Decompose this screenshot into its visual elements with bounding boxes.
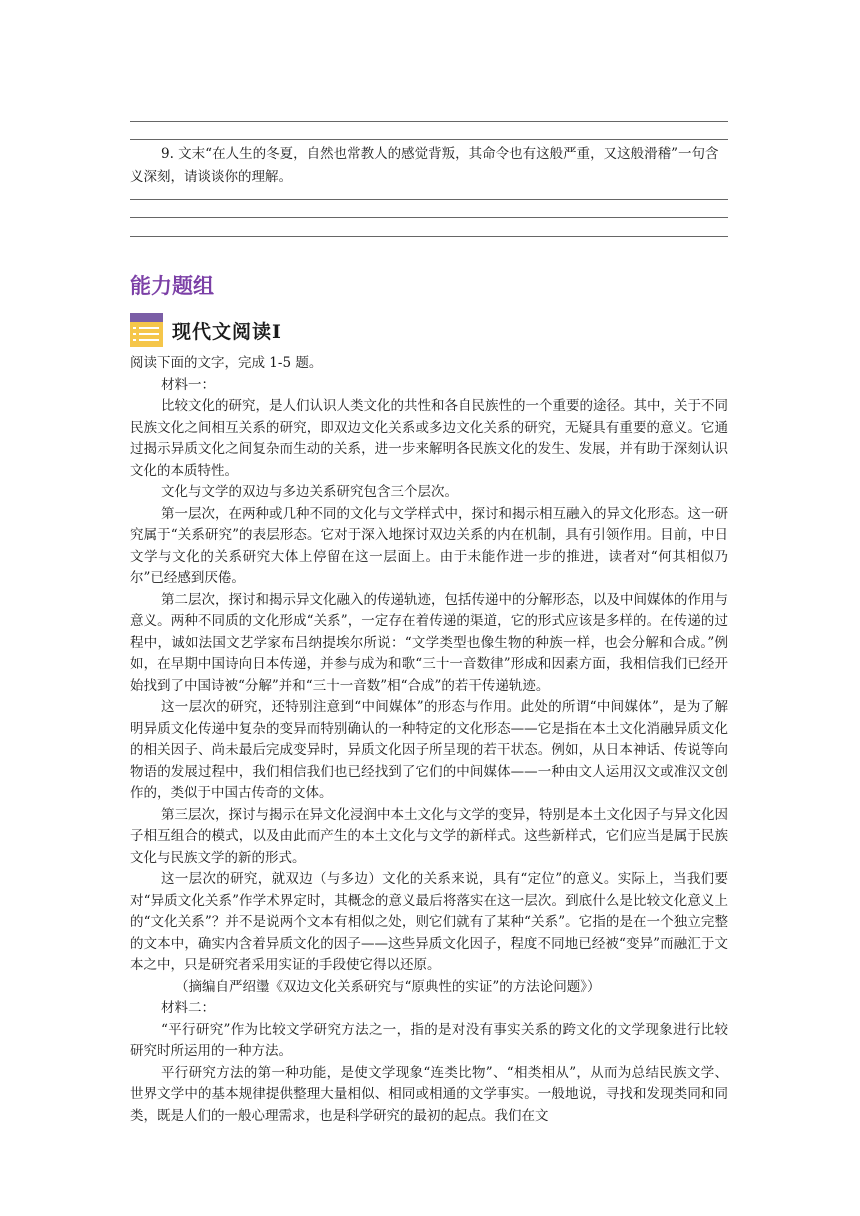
paragraph: 第一层次，在两种或几种不同的文化与文学样式中，探讨和揭示相互融入的异文化形态。这一研究属于“关系研究”的表层形态。它对于深入地探讨双边关系的内在机制，具有引领作用。目前，中日文学与文化的关系研究大体上停留在这一层面上。由于未能作进一步的推进，读者对“何其相似乃尔”已经感到厌倦。 xyxy=(130,505,728,586)
subsection-title: 现代文阅读Ⅰ xyxy=(172,320,282,343)
paragraph: 这一层次的研究，就双边（与多边）文化的关系来说，具有“定位”的意义。实际上，当我们要对“异质文化关系”作学术界定时，其概念的意义最后将落实在这一层次。到底什么是比较文化意义上的“文化关系”？并不是说两个文本有相似之处，则它们就有了某种“关系”。它指的是在一个独立完整的文本中，确实内含着异质文化的因子——这些异质文化因子，程度不同地已经被“变异”而融汇于文本之中，只是研究者采用实证的手段使它得以还原。 xyxy=(130,871,728,973)
paragraph: 第三层次，探讨与揭示在异文化浸润中本土文化与文学的变异，特别是本土文化因子与异文化因子相互组合的模式，以及由此而产生的本土文化与文学的新样式。这些新样式，它们应当是属于民族文化与民族文学的新的形式。 xyxy=(130,806,728,866)
answer-line xyxy=(130,236,728,237)
question-9: 9. 文末“在人生的冬夏，自然也常教人的感觉背叛，其命令也有这般严重，又这般滑稽”一句含义深刻，请谈谈你的理解。 xyxy=(130,146,719,185)
material-label: 材料一： xyxy=(161,376,215,393)
subsection-header xyxy=(130,312,282,348)
document-list-icon xyxy=(130,313,163,347)
answer-line xyxy=(130,199,728,200)
paragraph: 文化与文学的双边与多边关系研究包含三个层次。 xyxy=(161,484,458,500)
paragraph: 这一层次的研究，还特别注意到“中间媒体”的形态与作用。此处的所谓“中间媒体”，是为了解明异质文化传递中复杂的变异而特别确认的一种特定的文化形态——它是指在本土文化消融异质文化的相关因子、尚未最后完成变异时，异质文化因子所呈现的若干状态。例如，从日本神话、传说等向物语的发展过程中，我们相信我们也已经找到了它们的中间媒体——一种由文人运用汉文或准汉文创作的，类似于中国古传奇的文体。 xyxy=(130,699,728,801)
source-citation: （摘编自严绍璗《双边文化关系研究与“原典性的实证”的方法论问题》） xyxy=(175,978,601,995)
reading-passage xyxy=(130,353,728,1127)
answer-line xyxy=(130,121,728,122)
answer-line xyxy=(130,217,728,218)
section-title: 能力题组 xyxy=(130,274,214,298)
material-label: 材料二： xyxy=(161,1000,215,1016)
paragraph: 第二层次，探讨和揭示异文化融入的传递轨迹，包括传递中的分解形态，以及中间媒体的作用与意义。两种不同质的文化形成“关系”，一定存在着传递的渠道，它的形式应该是多样的。在传递的过程中，诚如法国文艺学家布吕纳提埃尔所说：“文学类型也像生物的种族一样，也会分解和合成。”例如，在早期中国诗向日本传递，并参与成为和歌“三十一音数律”形成和因素方面，我相信我们已经开始找到了中国诗被“分解”并和“三十一音数”相“合成”的若干传递轨迹。 xyxy=(130,591,728,694)
instruction: 阅读下面的文字，完成 1-5 题。 xyxy=(130,355,323,371)
answer-line xyxy=(130,139,728,140)
paragraph: 比较文化的研究，是人们认识人类文化的共性和各自民族性的一个重要的途径。其中，关于不同民族文化之间相互关系的研究，即双边文化关系或多边文化关系的研究，无疑具有重要的意义。它通过揭示异质文化之间复杂而生动的关系，进一步来解明各民族文化的发生、发展，并有助于深刻认识文化的本质特性。 xyxy=(130,398,728,479)
paragraph: “平行研究”作为比较文学研究方法之一，指的是对没有事实关系的跨文化的文学现象进行比较研究时所运用的一种方法。 xyxy=(130,1021,728,1059)
paragraph: 平行研究方法的第一种功能，是使文学现象“连类比物”、“相类相从”，从而为总结民族文学、世界文学中的基本规律提供整理大量相似、相同或相通的文学事实。一般地说，寻找和发现类同和同类，既是人们的一般心理需求，也是科学研究的最初的起点。我们在文 xyxy=(130,1064,728,1124)
